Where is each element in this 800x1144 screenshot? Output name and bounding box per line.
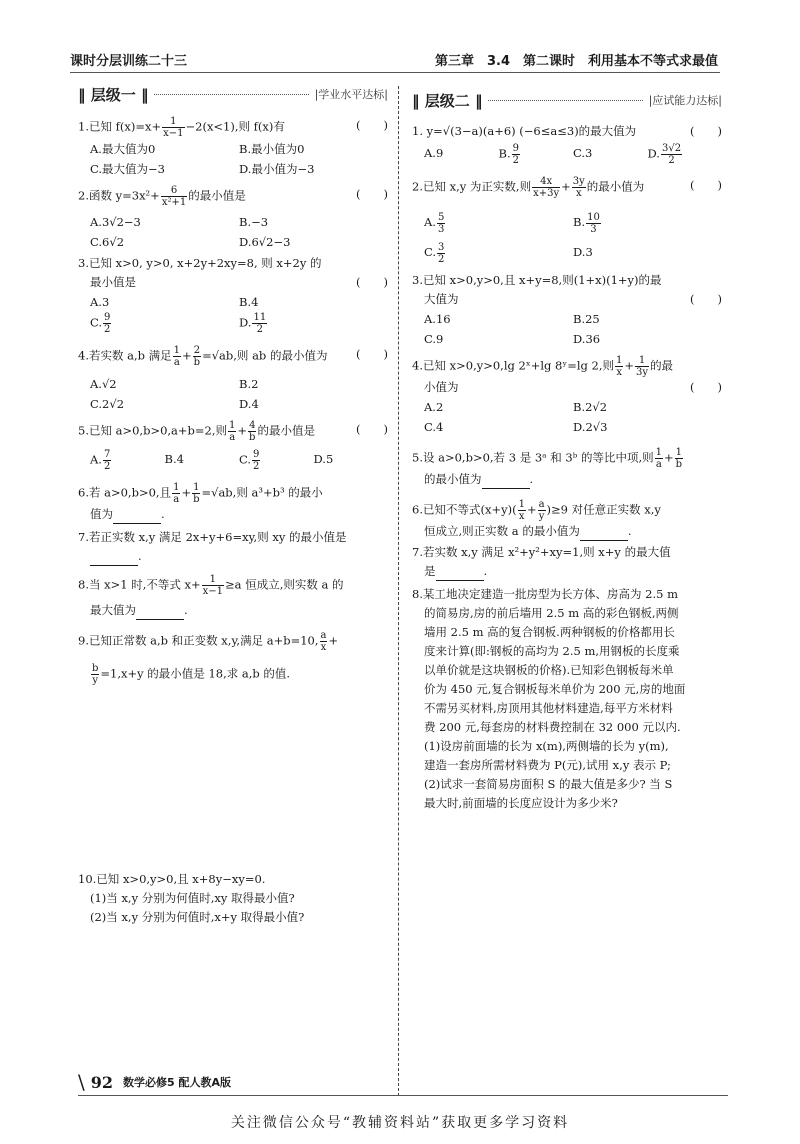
question-8: 8.当 x>1 时,不等式 x+ $\frac{1}{x-1}$ ≥a 恒成立,则实数 a 的 最大值为 .	[78, 574, 388, 620]
section-title: ‖ 层级一 ‖	[78, 85, 149, 104]
question-9: 9.已知正常数 a,b 和正变数 x,y,满足 a+b=10, $\frac{a}{x}$ + $\frac{b}{y}$ =1,x+y 的最小值是 18,求 a,b 的值.	[78, 630, 339, 686]
question-4: 4.已知 x>0,y>0,lg 2ˣ+lg 8ʸ=lg 2,则 $\frac{1}{x}$ + $\frac{1}{3y}$ 的最 小值为 ( )	[412, 355, 722, 394]
section-title: ‖ 层级二 ‖	[412, 91, 483, 110]
answer-blank	[90, 553, 138, 566]
question-2-options: A.3√2−3 B.−3 C.6√2 D.6√2−3	[90, 215, 291, 249]
question-4-options: A.2 B.2√2 C.4 D.2√3	[424, 400, 608, 434]
section-tag: |应试能力达标|	[648, 94, 722, 107]
question-4-options: A.√2 B.2 C.2√2 D.4	[90, 377, 259, 411]
question-4: 4.若实数 a,b 满足 $\frac{1}{a}$ + $\frac{2}{b}$ =√ab,则 ab 的最小值为 ( )	[78, 345, 388, 368]
question-1-options: A.最大值为0 B.最小值为0 C.最大值为−3 D.最小值为−3	[90, 142, 315, 176]
question-8: 8.某工地决定建造一批房型为长方体、房高为 2.5 m 的简易房,房的前后墙用 2.5 m 高的彩色钢板,两侧 墙用 2.5 m 高的复合钢板.两种钢板的价格都用长 度来计算(即:钢板的高均为 2.5 m,用钢板的长度乘 以单价就是这块钢板的价格).已知彩色钢板每米单 价为 450 元,复合钢板每米单价为 200 元,房的地面 不需另买材料,房顶用其他材料建造,每平方米材料 费 200 元,每套房的材料费控制在 32 000 元以内. (1)设房前面墙的长为 x(m),两侧墙的长为 y(m), 建造一套房所需材料费为 P(元),试用 x,y 表示 P; (2)试求一套简易房面积 S 的最大值是多少? 当 S 最大时,前面墙的长度应设计为多少米?	[412, 587, 686, 810]
page-number: 92	[90, 1072, 114, 1092]
book-title: 数学必修5 配人教A版	[123, 1076, 232, 1089]
question-3-options: A.3 B.4 C. $\frac{9}{2}$ D. $\frac{11}{2}$	[90, 295, 267, 335]
question-7: 7.若实数 x,y 满足 x²+y²+xy=1,则 x+y 的最大值 是 .	[412, 543, 722, 581]
question-3-options: A.16 B.25 C.9 D.36	[424, 312, 601, 346]
question-2: 2.已知 x,y 为正实数,则 $\frac{4x}{x+3y}$ + $\frac{3y}{x}$ 的最小值为 ( )	[412, 176, 722, 199]
question-2: 2.函数 y=3x²+ $\frac{6}{\text{x²+1}}$ 的最小值是 ( )	[78, 185, 388, 208]
question-1: 1. y=√(3−a)(a+6) (−6≤a≤3)的最大值为 ( )	[412, 124, 722, 138]
section-header-level2	[412, 86, 722, 114]
page-header-left: 课时分层训练二十三	[70, 54, 188, 69]
question-1: 1.已知 f(x)=x+ $\frac{1}{x-1}$ −2(x<1),则 f(x)有 ( )	[78, 116, 388, 139]
watermark-text: 关注微信公众号“教辅资料站”获取更多学习资料	[230, 1115, 570, 1131]
footer-rule	[78, 1095, 728, 1096]
answer-blank	[482, 476, 530, 489]
question-5-options: A. $\frac{7}{2}$ B.4 C. $\frac{9}{2}$ D.5	[90, 449, 334, 472]
question-10: 10.已知 x>0,y>0,且 x+8y−xy=0. (1)当 x,y 分别为何值时,xy 取得最小值? (2)当 x,y 分别为何值时,x+y 取得最小值?	[78, 872, 305, 924]
question-3: 3.已知 x>0, y>0, x+2y+2xy=8, 则 x+2y 的 最小值是 ( )	[78, 256, 388, 289]
section-tag: |学业水平达标|	[314, 88, 388, 101]
answer-blank	[436, 568, 484, 581]
page-header-right: 第三章 3.4 第二课时 利用基本不等式求最值	[434, 54, 718, 69]
question-2-options: A. $\frac{5}{3}$ B. $\frac{10}{3}$ C. $\frac{3}{2}$ D.3	[424, 211, 600, 265]
answer-blank	[113, 511, 161, 524]
header-rule	[70, 72, 720, 73]
question-7: 7.若正实数 x,y 满足 2x+y+6=xy,则 xy 的最小值是 .	[78, 528, 388, 566]
question-5: 5.已知 a>0,b>0,a+b=2,则 $\frac{1}{a}$ + $\frac{4}{b}$ 的最小值是 ( )	[78, 420, 388, 443]
question-3: 3.已知 x>0,y>0,且 x+y=8,则(1+x)(1+y)的最 大值为 ( )	[412, 273, 722, 306]
question-6: 6.若 a>0,b>0,且 $\frac{1}{a}$ + $\frac{1}{b}$ =√ab,则 a³+b³ 的最小 值为 .	[78, 482, 388, 524]
question-5: 5.设 a>0,b>0,若 3 是 3ᵃ 和 3ᵇ 的等比中项,则 $\frac{1}{a}$ + $\frac{1}{b}$ 的最小值为 .	[412, 447, 722, 489]
column-divider	[398, 86, 399, 1096]
left-column	[78, 80, 388, 686]
question-6: 6.已知不等式(x+y)( $\frac{1}{x}$ + $\frac{a}{y}$ )≥9 对任意正实数 x,y 恒成立,则正实数 a 的最小值为 .	[412, 499, 722, 541]
answer-blank	[136, 607, 184, 620]
page-footer: \ 92 数学必修5 配人教A版	[78, 1070, 232, 1094]
right-column	[412, 86, 722, 813]
section-header-level1	[78, 80, 388, 108]
answer-blank	[580, 528, 628, 541]
question-1-options: A.9 B. $\frac{9}{2}$ C.3 D. $\frac{3√2}{2}$	[424, 143, 682, 166]
